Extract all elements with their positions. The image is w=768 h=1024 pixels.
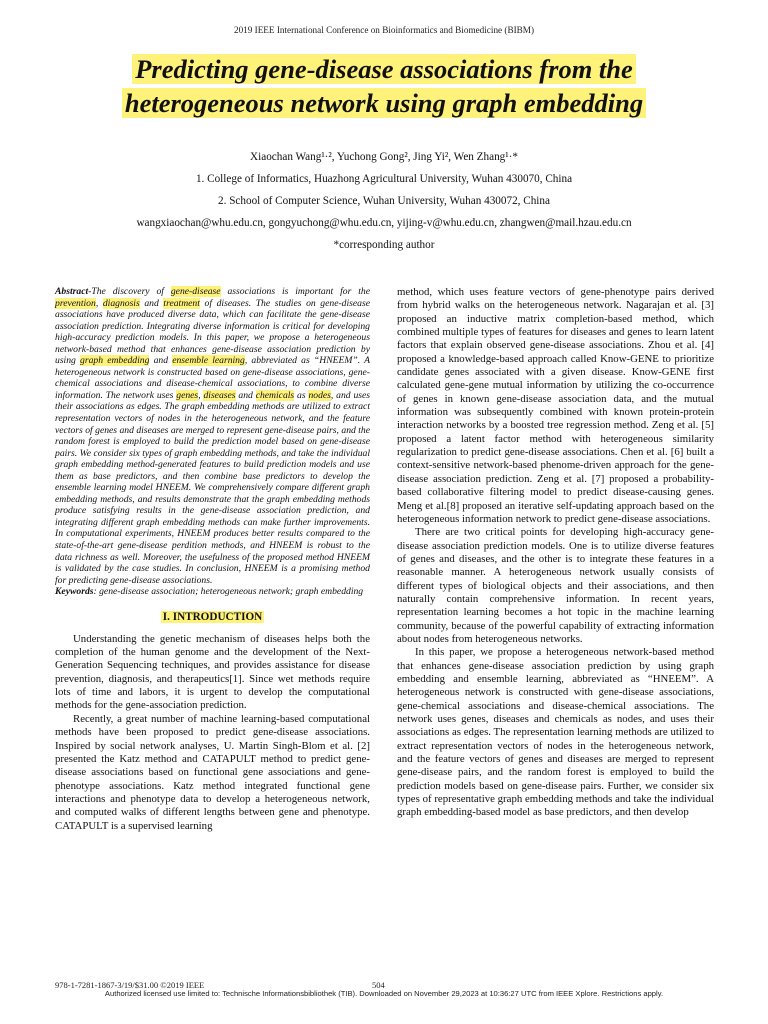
abstract-label: Abstract (55, 286, 89, 297)
abstract-text: , and uses their associations as edges. The graph embedding methods are utilized to extract representation vectors of nodes in the heterogeneous network, and the feature vectors of genes and diseases are merged to represent gene-disease pairs, and the random forest is employed to build the prediction model based on gene-disease pairs. We consider six types of graph embedding methods, and take the individual graph embedding method-generated features to build prediction models and use them as base predictors, and then combine base predictors to develop the ensemble learning model HNEEM. We comprehensively compare different graph embedding methods, and results demonstrate that the graph embedding methods produce satisfying results in the gene-disease association prediction, and integrating different graph embedding methods can make further improvements. In computational experiments, HNEEM produces better results compared to the state-of-the-art gene-disease perdition methods, and HNEEM is robust to the data richness as well. Moreover, the usefulness of the proposed method HNEEM is validated by the case studies. In conclusion, HNEEM is a promising method for predicting gene-disease associations. (55, 389, 371, 586)
intro-paragraph-3: method, which uses feature vectors of gene-phenotype pairs derived from hybrid walks on the heterogeneous network. Nagarajan et al. [3] proposed an inductive matrix completion-based method, which combined multiple types of features for diseases and genes to learn latent factors that explain observed gene-disease associations. Zhou et al. [4] proposed a knowledge-based approach called Know-GENE to prioritize candidate genes associated with a given disease. Know-GENE first calculated gene-gene mutual information by utilizing the co-occurrence of genes in known gene-disease association data, and the mutual information was subsequently combined with known protein-protein interaction networks by a boosted tree regression method. Zeng et al. [5] proposed a latent factor method with heterogeneous similarity regularization to predict gene-disease associations. Chen et al. [6] built a context-sensitive network-based phenome-driven approach for the gene-disease association prediction. Zeng et al. [7] proposed a probability-based collaborative filtering model to predict disease-causing genes. Meng et al.[8] proposed an iterative self-updating approach based on the heterogeneous information network to predict gene-disease associations. (397, 286, 714, 525)
abstract-text: associations is important for the (220, 286, 370, 297)
corresponding-note: *corresponding author (333, 239, 435, 251)
highlighted-term: gene-disease (170, 286, 221, 297)
intro-paragraph-2: Recently, a great number of machine learning-based computational methods have been proposed to predict gene-disease associations. Inspired by social network analyses, U. Martin Singh-Blom et al. [2] presented the Katz method and CATAPULT method to predict gene-disease associations based on functional gene associations and gene-phenotype associations. Katz method integrated functional gene interactions and phenotype data to develop a heterogeneous network, and computed walks of different lengths between gene and phenotype. CATAPULT is a supervised learning (55, 712, 370, 832)
abstract-text: , abbreviated as “HNEEM”. A heterogeneous network is constructed based on gene-disease associations, gene-chemical associations and disease-chemical associations, to combine diverse information. The network uses (55, 355, 371, 401)
intro-paragraph-5: In this paper, we propose a heterogeneous network-based method that enhances gene-disease association prediction by using graph embedding and ensemble learning, abbreviated as “HNEEM”. A heterogeneous network is constructed with gene-disease associations, gene-chemical associations and disease-chemical associations. The network uses genes, diseases and chemicals as nodes, and uses their associations as edges. The representation learning methods are utilized to extract representation vectors of nodes in the heterogeneous network, and the feature vectors of genes and diseases are merged to represent gene-disease pairs, and the random forest is employed to build the prediction models based on gene-disease pairs. Further, we consider six types of representative graph embedding methods and take the individual graph embedding-based model as base predictors, and then develop (397, 646, 714, 819)
keywords (55, 586, 370, 598)
author-names: Xiaochan Wang¹·², Yuchong Gong², Jing Yi², Wen Zhang¹·* (250, 151, 518, 163)
intro-paragraph-4: There are two critical points for developing high-accuracy gene-disease association prediction models. One is to utilize diverse features of genes and diseases, and the other is to integrate these features in a reasonable manner. A heterogeneous network usually consists of different types of biological objects and their associations, and then naturally contain comprehensive information. In recent years, representation learning becomes a hot topic in the machine learning community, because of the powerful capability of extracting information about nodes from heterogeneous networks. (397, 526, 714, 645)
highlighted-term: diseases (203, 389, 236, 401)
highlighted-term: prevention (55, 297, 96, 309)
abstract-text: as (294, 389, 309, 401)
keywords-label: Keywords (55, 586, 94, 598)
abstract-text: and (139, 297, 164, 309)
license-notice: Authorized licensed use limited to: Technische Informationsbibliothek (TIB). Downloaded on November 29,2023 at 10:36:27 UTC from IEEE Xplore. Restrictions apply. (104, 989, 664, 998)
section-heading-introduction: I. INTRODUCTION (162, 610, 263, 623)
abstract-text: , (198, 389, 204, 401)
highlighted-term: genes (176, 389, 199, 401)
conference-header: 2019 IEEE International Conference on Bioinformatics and Biomedicine (BIBM) (233, 25, 535, 35)
title-line-2: heterogeneous network using graph embedding (122, 88, 646, 118)
highlighted-term: chemicals (255, 389, 295, 401)
highlighted-term: ensemble learning (172, 355, 245, 367)
highlighted-term: treatment (163, 297, 200, 309)
abstract (55, 286, 370, 586)
affiliation-1: 1. College of Informatics, Huazhong Agricultural University, Wuhan 430070, China (195, 173, 573, 185)
highlighted-term: graph embedding (80, 355, 150, 367)
abstract-text: and (235, 389, 256, 401)
title-line-1: Predicting gene-disease associations from the (132, 54, 636, 84)
author-block (0, 146, 768, 256)
right-column (397, 286, 714, 820)
page-number: 504 (372, 980, 385, 990)
abstract-text: and (149, 355, 173, 367)
highlighted-term: diagnosis (102, 297, 140, 309)
author-emails: wangxiaochan@whu.edu.cn, gongyuchong@whu.edu.cn, yijing-v@whu.edu.cn, zhangwen@mail.hzau.edu.cn (136, 217, 632, 229)
abstract-text: , (95, 297, 103, 309)
left-column (55, 286, 370, 833)
keywords-text: : gene-disease association; heterogeneous network; graph embedding (93, 586, 364, 598)
highlighted-term: nodes (308, 389, 331, 401)
affiliation-2: 2. School of Computer Science, Wuhan University, Wuhan 430072, China (218, 195, 550, 207)
abstract-text: -The discovery of (88, 286, 171, 297)
paper-title (40, 52, 728, 120)
intro-paragraph-1: Understanding the genetic mechanism of diseases helps both the completion of the human genome and the development of the Next-Generation Sequencing techniques, and provides assistance for disease prevention, diagnosis, and therapeutics[1]. Since wet methods require lots of time and labors, it is urgent to develop the computational methods for the gene-association prediction. (55, 632, 370, 712)
footer-isbn: 978-1-7281-1867-3/19/$31.00 ©2019 IEEE (55, 980, 205, 990)
abstract-text: of diseases. The studies on gene-disease associations have produced diverse data, which can facilitate the gene-disease association prediction. Integrating diverse information is critical for developing high-accuracy prediction models. In this paper, we propose a heterogeneous network-based method that enhances gene-disease association prediction by using (55, 297, 371, 367)
